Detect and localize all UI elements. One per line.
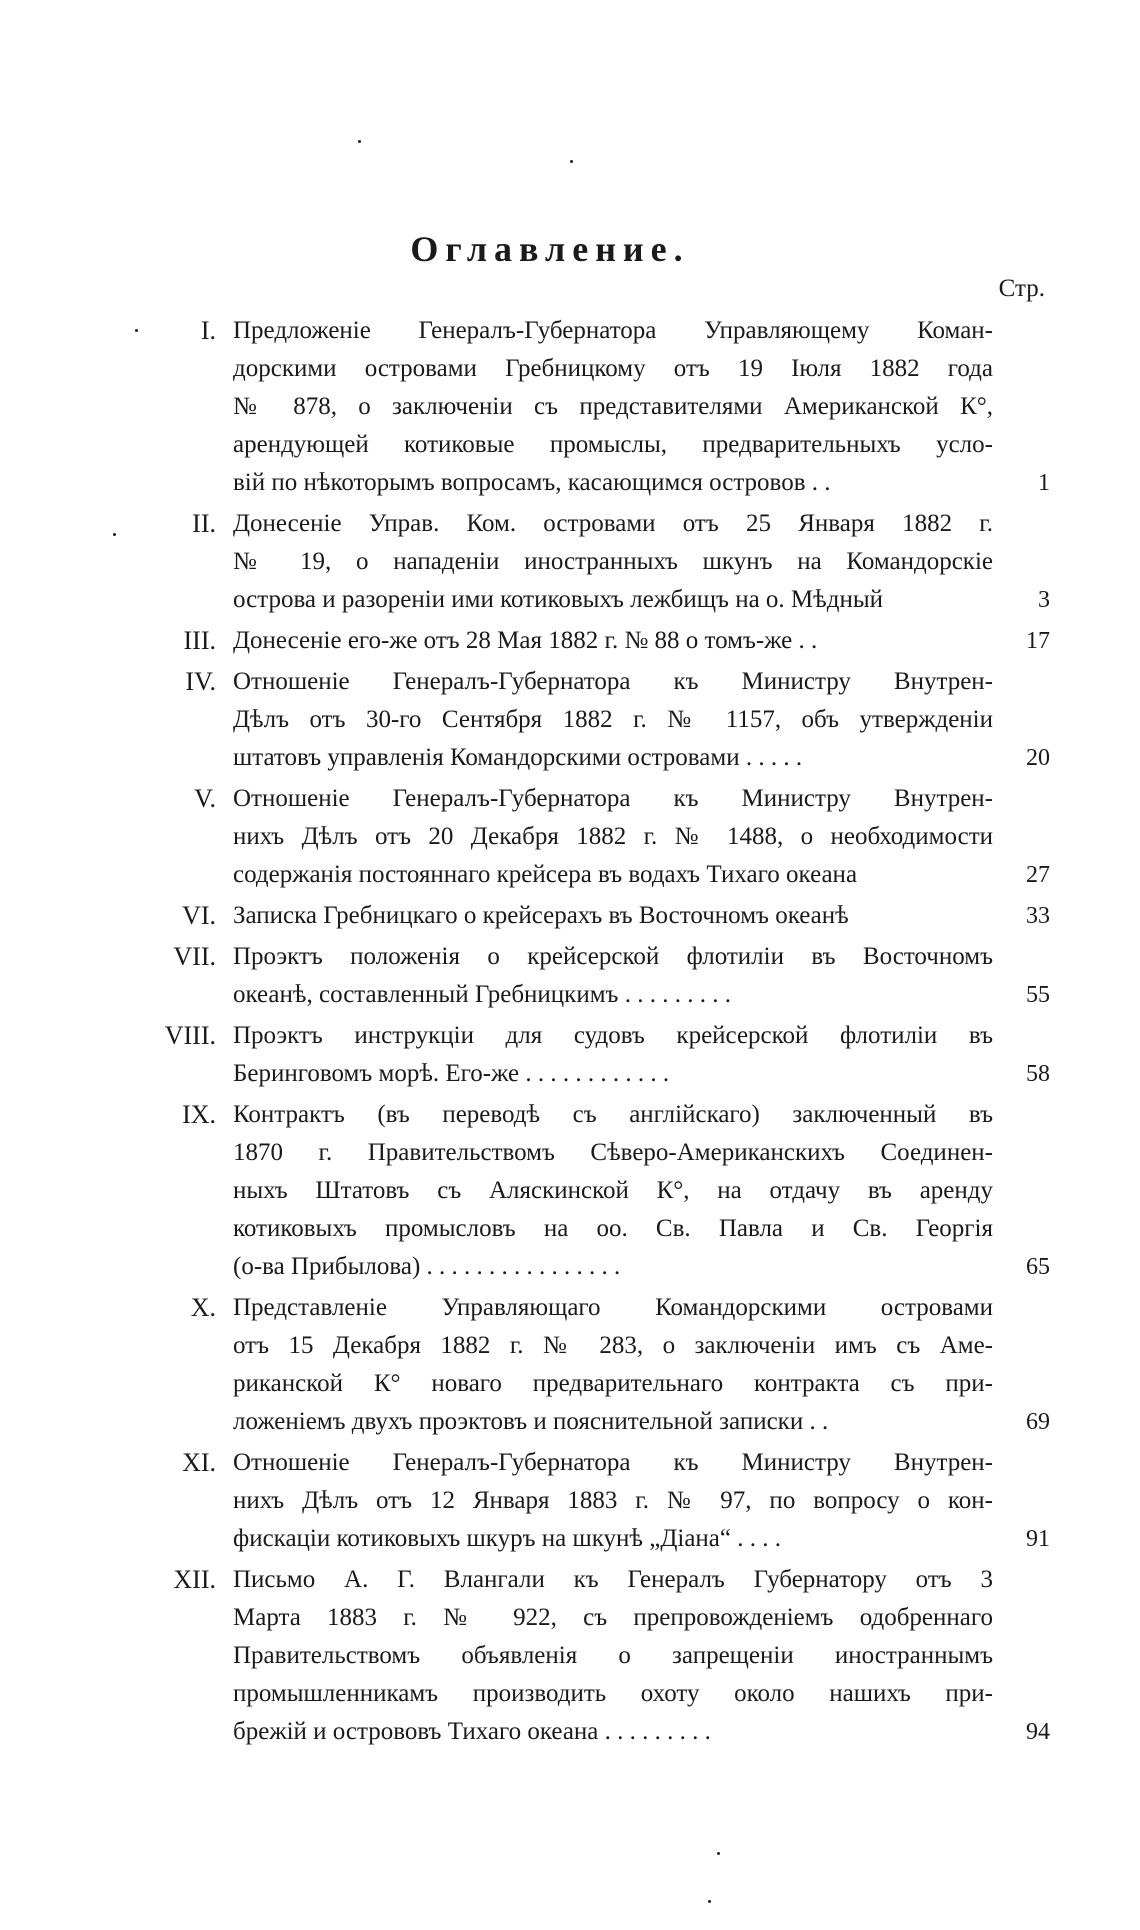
toc-entry	[0, 663, 1140, 777]
toc-entry	[0, 897, 1140, 935]
table-of-contents	[0, 312, 1140, 1754]
toc-entry-number: VIII.	[164, 1021, 216, 1050]
toc-entry-page-number: 3	[1038, 587, 1050, 613]
toc-entry-number: V.	[194, 784, 216, 813]
toc-entry-text-line: 1870 г. Правительствомъ Сѣверо-Американскихъ Соединен-	[233, 1139, 993, 1166]
toc-entry-page-number: 69	[1026, 1409, 1050, 1435]
toc-entry-text-line: Отношеніе Генералъ-Губернатора къ Министру Внутрен-	[233, 668, 993, 695]
toc-entry	[0, 938, 1140, 1014]
toc-entry-number: XII.	[173, 1565, 216, 1594]
toc-entry-page-number: 58	[1026, 1061, 1050, 1087]
toc-entry-text-line: (о-ва Прибылова) . . . . . . . . . . . . . . . .	[233, 1253, 621, 1280]
toc-entry-text-line: риканской К° новаго предварительнаго контракта съ при-	[233, 1370, 993, 1397]
scan-speck	[135, 329, 138, 332]
toc-entry	[0, 780, 1140, 894]
toc-entry-page-number: 20	[1026, 745, 1050, 771]
toc-entry	[0, 1444, 1140, 1558]
toc-entry-text-line: Дѣлъ отъ 30-го Сентября 1882 г. № 1157, объ утвержденіи	[233, 706, 993, 733]
toc-entry-text-line: фискаціи котиковыхъ шкуръ на шкунѣ „Діана“ . . . .	[233, 1525, 781, 1552]
scan-speck	[717, 1852, 720, 1855]
toc-entry	[0, 1289, 1140, 1441]
page-title: Оглавление.	[410, 229, 690, 269]
toc-entry-page-number: 27	[1026, 862, 1050, 888]
toc-entry-number: VII.	[173, 942, 216, 971]
toc-entry-text-line: дорскими островами Гребницкому отъ 19 Іюля 1882 года	[233, 355, 993, 382]
toc-entry-page-number: 17	[1026, 628, 1050, 654]
toc-entry-text-line: арендующей котиковые промыслы, предварительныхъ усло-	[233, 431, 993, 458]
toc-entry-page-number: 33	[1026, 903, 1050, 929]
toc-entry-page-number: 91	[1026, 1526, 1050, 1552]
toc-entry	[0, 622, 1140, 660]
toc-entry-text-line: Отношеніе Генералъ-Губернатора къ Министру Внутрен-	[233, 1449, 993, 1476]
toc-entry-number: X.	[190, 1293, 216, 1322]
scan-speck	[708, 1900, 711, 1903]
toc-entry-text-line: Проэктъ инструкціи для судовъ крейсерской флотиліи въ	[233, 1022, 993, 1049]
toc-entry-text-line: Донесеніе его-же отъ 28 Мая 1882 г. № 88 о томъ-же . .	[233, 627, 818, 654]
toc-entry-text-line: Записка Гребницкаго о крейсерахъ въ Восточномъ океанѣ	[233, 902, 849, 929]
toc-entry-text-line: промышленникамъ производить охоту около нашихъ при-	[233, 1680, 993, 1707]
toc-entry-text-line: ложеніемъ двухъ проэктовъ и пояснительной записки . .	[233, 1408, 829, 1435]
toc-entry-number: IV.	[185, 667, 216, 696]
toc-entry-number: IX.	[182, 1100, 216, 1129]
toc-entry-text-line: № 878, о заключеніи съ представителями Американской К°,	[233, 393, 993, 420]
toc-entry-number: III.	[183, 626, 216, 655]
toc-entry-text-line: содержанія постояннаго крейсера въ водахъ Тихаго океана	[233, 861, 858, 888]
toc-entry	[0, 1561, 1140, 1751]
toc-entry-text-line: Проэктъ положенія о крейсерской флотиліи въ Восточномъ	[233, 943, 993, 970]
toc-entry-page-number: 65	[1026, 1254, 1050, 1280]
toc-entry-page-number: 55	[1026, 982, 1050, 1008]
scan-speck	[113, 533, 116, 536]
toc-entry	[0, 312, 1140, 502]
toc-entry-number: XI.	[182, 1448, 216, 1477]
toc-entry-text-line: отъ 15 Декабря 1882 г. № 283, о заключеніи имъ съ Аме-	[233, 1332, 993, 1359]
toc-entry-text-line: штатовъ управленія Командорскими островами . . . . .	[233, 744, 803, 771]
toc-entry-text-line: Письмо А. Г. Влангали къ Генералъ Губернатору отъ 3	[233, 1566, 993, 1593]
toc-entry-text-line: океанѣ, составленный Гребницкимъ . . . . . . . . .	[233, 981, 731, 1008]
page-column-header: Стр.	[998, 275, 1045, 302]
toc-entry-text-line: нихъ Дѣлъ отъ 12 Января 1883 г. № 97, по вопросу о кон-	[233, 1487, 993, 1514]
toc-entry-text-line: вій по нѣкоторымъ вопросамъ, касающимся островов . .	[233, 469, 831, 496]
toc-entry-text-line: котиковыхъ промысловъ на оо. Св. Павла и Св. Георгія	[233, 1215, 993, 1242]
toc-entry-number: I.	[200, 316, 216, 345]
toc-entry-text-line: Беринговомъ морѣ. Его-же . . . . . . . . . . . .	[233, 1060, 670, 1087]
toc-entry-text-line: Донесеніе Управ. Ком. островами отъ 25 Января 1882 г.	[233, 510, 993, 537]
toc-entry-text-line: острова и разореніи ими котиковыхъ лежбищъ на о. Мѣдный	[233, 586, 883, 613]
toc-entry	[0, 1017, 1140, 1093]
toc-entry-text-line: Правительствомъ объявленія о запрещеніи иностраннымъ	[233, 1642, 993, 1669]
toc-entry-text-line: ныхъ Штатовъ съ Аляскинской К°, на отдачу въ аренду	[233, 1177, 993, 1204]
toc-entry-page-number: 94	[1026, 1719, 1050, 1745]
toc-entry-page-number: 1	[1038, 470, 1050, 496]
toc-entry-number: VI.	[182, 901, 216, 930]
scan-speck	[570, 160, 573, 163]
toc-entry-text-line: № 19, о нападеніи иностранныхъ шкунъ на Командорскіе	[233, 548, 993, 575]
toc-entry	[0, 1096, 1140, 1286]
toc-entry-number: II.	[192, 509, 216, 538]
toc-entry-text-line: Марта 1883 г. № 922, съ препровожденіемъ одобреннаго	[233, 1604, 993, 1631]
toc-entry-text-line: Предложеніе Генералъ-Губернатора Управляющему Коман-	[233, 317, 993, 344]
toc-entry-text-line: Представленіе Управляющаго Командорскими островами	[233, 1294, 993, 1321]
toc-entry-text-line: Контрактъ (въ переводѣ съ англійскаго) заключенный въ	[233, 1101, 993, 1128]
toc-entry	[0, 505, 1140, 619]
toc-entry-text-line: брежій и острововъ Тихаго океана . . . . . . . . .	[233, 1718, 711, 1745]
toc-entry-text-line: нихъ Дѣлъ отъ 20 Декабря 1882 г. № 1488, о необходимости	[233, 823, 993, 850]
scan-speck	[358, 140, 361, 143]
toc-entry-text-line: Отношеніе Генералъ-Губернатора къ Министру Внутрен-	[233, 785, 993, 812]
